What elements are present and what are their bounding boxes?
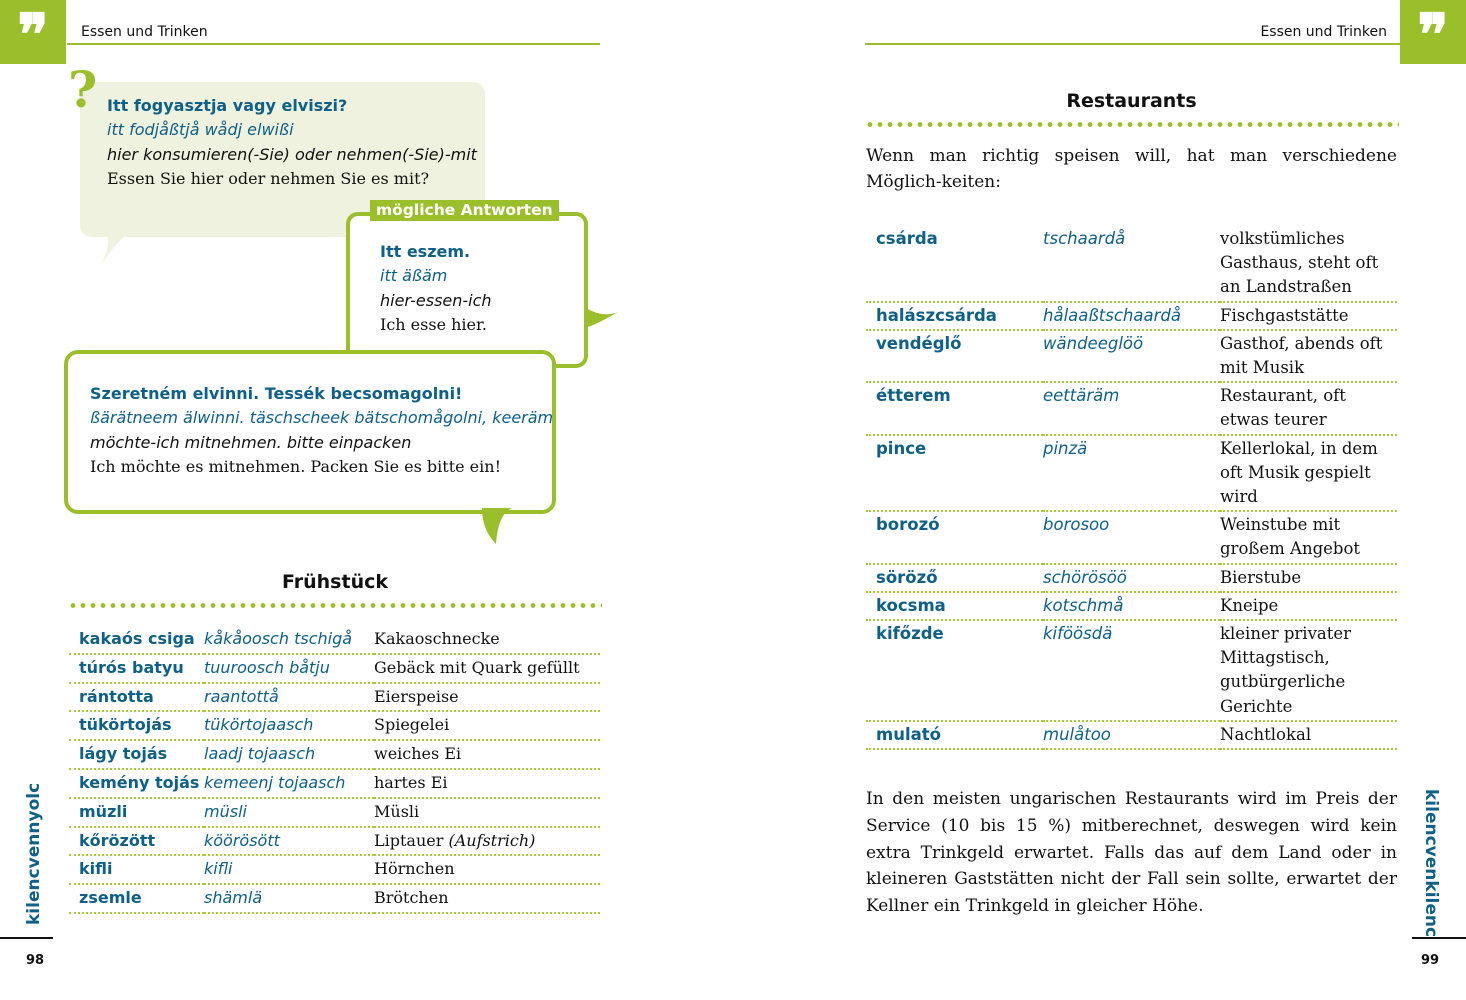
table-row [866, 435, 1397, 512]
running-head-left: Essen und Trinken [81, 24, 208, 40]
restaurants-intro: Wenn man richtig speisen will, hat man verschiedene Möglich-keiten: [866, 146, 1397, 192]
german-translation-text: Bierstube [1220, 567, 1302, 587]
pronunciation-text: schörösöö [1043, 567, 1127, 587]
pronunciation [204, 884, 374, 913]
hungarian-word-text: söröző [876, 567, 938, 587]
hungarian-word-text: kifőzde [876, 624, 944, 644]
hungarian-word-text: kifli [79, 859, 113, 879]
table-row [69, 798, 600, 827]
hungarian-word [866, 620, 1043, 721]
hungarian-word [69, 798, 204, 827]
pronunciation-text: tschaardå [1043, 229, 1126, 248]
hungarian-word-text: halászcsárda [876, 305, 997, 325]
page-number-right: 99 [1421, 953, 1440, 968]
german-note: (Aufstrich) [448, 830, 536, 850]
german-translation [1220, 620, 1397, 721]
pronunciation [204, 769, 374, 798]
table-row [69, 683, 600, 712]
german-translation [374, 798, 600, 827]
german-translation-text: Brötchen [374, 888, 449, 908]
german-translation [374, 769, 600, 798]
hungarian-word [69, 626, 204, 654]
hungarian-word-text: kakaós csiga [79, 629, 195, 648]
pronunciation-text: laadj tojaasch [204, 744, 316, 764]
breakfast-table [69, 626, 600, 914]
german-translation-text: Spiegelei [374, 715, 450, 735]
header-rule-right [865, 43, 1400, 45]
table-row [69, 654, 600, 683]
answers-label: mögliche Antworten [370, 200, 559, 221]
pronunciation-text: eettäräm [1043, 386, 1120, 406]
german-translation [1220, 302, 1397, 330]
pronunciation [1043, 330, 1220, 382]
table-row [866, 302, 1397, 330]
answer-bubble-1-tail [584, 308, 620, 332]
pronunciation-text: mulåtoo [1043, 724, 1111, 744]
running-head-right: Essen und Trinken [1260, 24, 1387, 40]
hungarian-word-text: pince [876, 438, 927, 458]
german-translation [374, 711, 600, 740]
hungarian-word-text: tükörtojás [79, 715, 172, 735]
hungarian-word-text: kőrözött [79, 830, 156, 850]
answer-2-german: Ich möchte es mitnehmen. Packen Sie es bitte ein! [90, 456, 501, 476]
table-row [866, 511, 1397, 563]
question-literal: hier konsumieren(-Sie) oder nehmen(-Sie)-mit [107, 144, 477, 164]
hungarian-word [866, 592, 1043, 620]
german-translation-text: Eierspeise [374, 686, 459, 706]
german-translation-text: Nachtlokal [1220, 724, 1312, 744]
table-row [866, 721, 1397, 749]
hungarian-word [69, 683, 204, 712]
table-row [69, 626, 600, 654]
german-translation [1220, 226, 1397, 302]
pronunciation-text: borosoo [1043, 515, 1110, 535]
pronunciation-text: pinzä [1043, 438, 1088, 458]
pronunciation [204, 740, 374, 769]
pronunciation [204, 827, 374, 856]
question-bubble-tail [98, 232, 138, 268]
footer-rule-left [0, 937, 53, 939]
pronunciation [1043, 382, 1220, 434]
hungarian-word [866, 330, 1043, 382]
hungarian-word-text: kemény tojás [79, 772, 200, 792]
hungarian-word-text: borozó [876, 515, 940, 535]
german-translation [374, 827, 600, 856]
pronunciation [204, 654, 374, 683]
german-translation [374, 884, 600, 913]
pronunciation-text: kemeenj tojaasch [204, 772, 346, 792]
hungarian-word-text: rántotta [79, 686, 154, 706]
german-translation [1220, 564, 1397, 592]
pronunciation [1043, 302, 1220, 330]
restaurants-closing: In den meisten ungarischen Restaurants wird im Preis der Service (10 bis 15 %) mitberechnet, deswegen wird kein extra Trinkgeld erwartet. Falls das auf dem Land oder in kleineren Gaststätten nicht der Fall sein sollte, erwartet der Kellner ein Trinkgeld in gleicher Höhe. [866, 789, 1397, 917]
table-row [69, 769, 600, 798]
german-translation-text: Kellerlokal, in dem oft Musik gespielt wird [1220, 438, 1378, 507]
german-translation-text: Liptauer [374, 830, 444, 850]
pronunciation [1043, 592, 1220, 620]
question-mark-icon: ? [68, 60, 98, 119]
restaurants-divider [865, 122, 1399, 127]
german-translation-text: Kneipe [1220, 595, 1279, 615]
header-rule-left [67, 43, 600, 45]
restaurants-title: Restaurants [1066, 90, 1197, 112]
pronunciation-text: kotschmå [1043, 595, 1124, 615]
pronunciation-text: raantottå [204, 686, 279, 706]
hungarian-word-text: mulató [876, 724, 941, 744]
question-text [107, 94, 477, 191]
hungarian-word-text: lágy tojás [79, 744, 168, 764]
pronunciation-text: kifli [204, 859, 233, 879]
hungarian-word [69, 827, 204, 856]
pronunciation [1043, 435, 1220, 512]
german-translation-text: hartes Ei [374, 772, 448, 792]
hungarian-word [69, 740, 204, 769]
answer-2-hungarian: Szeretném elvinni. Tessék becsomagolni! [90, 384, 463, 403]
table-row [866, 592, 1397, 620]
german-translation-text: Müsli [374, 801, 420, 821]
pronunciation [1043, 226, 1220, 302]
pronunciation-text: wändeeglöö [1043, 333, 1144, 353]
pronunciation-text: hålaaßtschaardå [1043, 305, 1181, 325]
pronunciation [1043, 564, 1220, 592]
pronunciation-text: kiföösdä [1043, 624, 1113, 644]
answer-2-text [90, 382, 553, 479]
table-row [69, 740, 600, 769]
page-number-left: 98 [26, 953, 45, 968]
pronunciation [204, 855, 374, 884]
question-german: Essen Sie hier oder nehmen Sie es mit? [107, 168, 430, 188]
german-translation [374, 654, 600, 683]
quote-icon: ❞ [0, 0, 66, 64]
breakfast-title: Frühstück [281, 571, 388, 593]
hungarian-word [69, 855, 204, 884]
answer-1-text [380, 240, 492, 337]
table-row [69, 711, 600, 740]
hungarian-word [866, 435, 1043, 512]
german-translation [1220, 330, 1397, 382]
pronunciation [204, 711, 374, 740]
hungarian-word-text: vendéglő [876, 333, 962, 353]
table-row [866, 382, 1397, 434]
hungarian-word-text: kocsma [876, 595, 946, 615]
german-translation [374, 740, 600, 769]
hungarian-word [69, 884, 204, 913]
question-pronunciation: itt fodjåßtjå wådj elwißi [107, 120, 294, 140]
pronunciation [204, 626, 374, 654]
quote-icon-right: ❞ [1400, 0, 1466, 64]
answer-bubble-2-tail [478, 508, 518, 546]
question-hungarian: Itt fogyasztja vagy elviszi? [107, 96, 348, 115]
answer-1-pronunciation: itt äßäm [380, 266, 448, 286]
hungarian-word-text: étterem [876, 386, 951, 406]
german-translation-text: Gasthof, abends oft mit Musik [1220, 333, 1383, 378]
hungarian-word [866, 511, 1043, 563]
pronunciation-text: köörösött [204, 830, 280, 850]
answer-2-pronunciation: ßärätneem älwinni. täschscheek bätschomågolni, keeräm [90, 408, 554, 428]
hungarian-word [866, 382, 1043, 434]
hungarian-word [69, 769, 204, 798]
table-row [866, 620, 1397, 721]
german-translation [374, 683, 600, 712]
table-row [69, 884, 600, 913]
answer-2-literal: möchte-ich mitnehmen. bitte einpacken [90, 432, 412, 452]
pronunciation-text: tükörtojaasch [204, 715, 314, 735]
german-translation-text: weiches Ei [374, 744, 462, 764]
german-translation [1220, 721, 1397, 749]
hungarian-word [866, 302, 1043, 330]
german-translation-text: Gebäck mit Quark gefüllt [374, 657, 580, 677]
hungarian-word-text: csárda [876, 229, 938, 248]
hungarian-word [866, 564, 1043, 592]
hungarian-word [866, 721, 1043, 749]
pronunciation [1043, 721, 1220, 749]
pronunciation-text: müsli [204, 801, 247, 821]
hungarian-word [866, 226, 1043, 302]
pronunciation [204, 683, 374, 712]
pronunciation [1043, 511, 1220, 563]
german-translation-text: kleiner privater Mittagstisch, gutbürgerliche Gerichte [1220, 624, 1352, 716]
german-translation [1220, 592, 1397, 620]
pronunciation-text: kåkåoosch tschigå [204, 629, 353, 648]
hungarian-word-text: zsemle [79, 888, 142, 908]
german-translation [1220, 511, 1397, 563]
german-translation-text: Kakaoschnecke [374, 629, 500, 648]
pronunciation [1043, 620, 1220, 721]
table-row [866, 226, 1397, 302]
restaurants-table [866, 226, 1397, 750]
german-translation-text: Weinstube mit großem Angebot [1220, 515, 1361, 559]
german-translation-text: volkstümliches Gasthaus, steht oft an Landstraßen [1220, 229, 1379, 297]
table-row [866, 564, 1397, 592]
pronunciation-text: tuuroosch båtju [204, 657, 330, 677]
table-row [866, 330, 1397, 382]
pronunciation [204, 798, 374, 827]
german-translation-text: Restaurant, oft etwas teurer [1220, 386, 1346, 430]
answer-1-hungarian: Itt eszem. [380, 242, 471, 261]
table-row [69, 827, 600, 856]
german-translation [1220, 435, 1397, 512]
hungarian-word-text: müzli [79, 801, 128, 821]
vertical-label-left: kilencvennyolc [24, 782, 44, 925]
pronunciation-text: shämlä [204, 888, 263, 908]
vertical-label-right: kilencvenkilenc [1421, 789, 1441, 938]
german-translation [1220, 382, 1397, 434]
german-translation-text: Fischgaststätte [1220, 305, 1349, 325]
table-row [69, 855, 600, 884]
footer-rule-right [1412, 937, 1466, 939]
breakfast-divider [68, 603, 602, 608]
hungarian-word [69, 654, 204, 683]
german-translation-text: Hörnchen [374, 859, 455, 879]
german-translation [374, 626, 600, 654]
hungarian-word-text: túrós batyu [79, 657, 184, 677]
answer-1-literal: hier-essen-ich [380, 290, 492, 310]
german-translation [374, 855, 600, 884]
hungarian-word [69, 711, 204, 740]
answer-1-german: Ich esse hier. [380, 314, 487, 334]
